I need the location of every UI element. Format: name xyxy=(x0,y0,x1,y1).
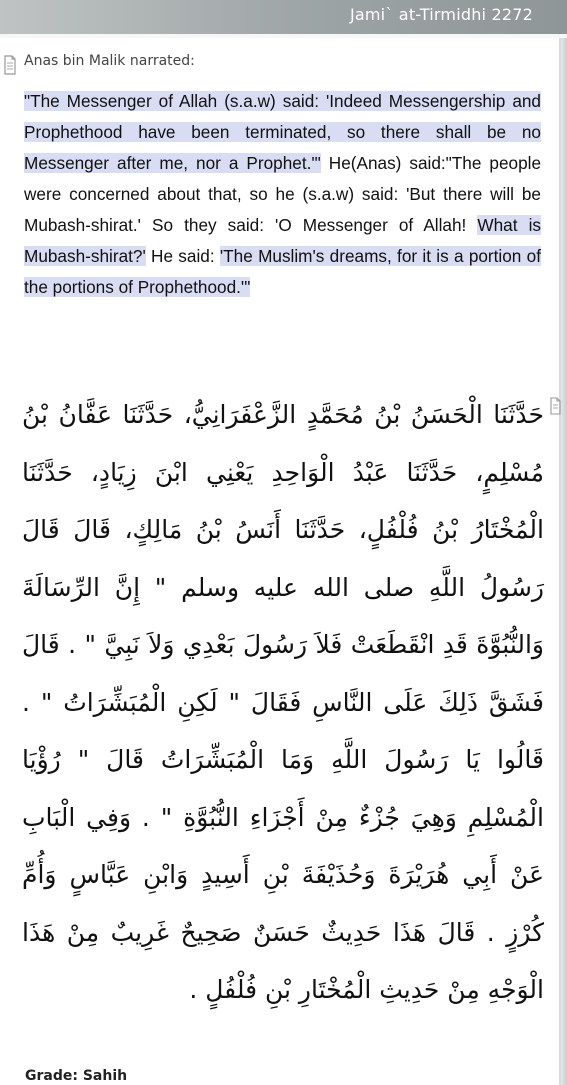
highlighted-text: "The Messenger of Allah (s.a.w) said: 'Indeed Messengership and Prophethood have been terminated, so there shall be no Messenger after me, nor a Prophet.'" xyxy=(24,91,541,173)
translation-text: He(Anas) said:"The people were concerned about that, so he (s.a.w) said: 'But there will be Mubash-shirat.' So they said: 'O Messenger of Allah! xyxy=(24,153,542,235)
scrollbar-track[interactable] xyxy=(561,38,567,1085)
highlighted-text: What is Mubash-shirat?' xyxy=(24,215,541,266)
header-bar xyxy=(0,0,567,34)
narrator-line: Anas bin Malik narrated: xyxy=(24,53,195,69)
document-icon[interactable] xyxy=(3,55,17,75)
document-icon[interactable] xyxy=(549,397,561,415)
hadith-reference-title: Jami` at-Tirmidhi 2272 xyxy=(349,5,533,24)
highlighted-text: 'The Muslim's dreams, for it is a portion of the portions of Prophethood.'" xyxy=(24,246,541,297)
grade-label: Grade: Sahih xyxy=(25,1068,128,1084)
arabic-text: حَدَّثَنَا الْحَسَنُ بْنُ مُحَمَّدٍ الزَّعْفَرَانِيُّ، حَدَّثَنَا عَفَّانُ بْنُ مُسْلِمٍ، حَدَّثَنَا عَبْدُ الْوَاحِدِ يَعْنِي ابْنَ زِيَادٍ، حَدَّثَنَا الْمُخْتَارُ بْنُ فُلْفُلٍ، حَدَّثَنَا أَنَسُ بْنُ مَالِكٍ، قَالَ قَالَ رَسُولُ اللَّهِ صلى الله عليه وسلم " إِنَّ الرِّسَالَةَ وَالنُّبُوَّةَ قَدِ انْقَطَعَتْ فَلاَ رَسُولَ بَعْدِي وَلاَ نَبِيَّ " . قَالَ فَشَقَّ ذَلِكَ عَلَى النَّاسِ فَقَالَ " لَكِنِ الْمُبَشِّرَاتُ " . قَالُوا يَا رَسُولَ اللَّهِ وَمَا الْمُبَشِّرَاتُ قَالَ " رُؤْيَا الْمُسْلِمِ وَهِيَ جُزْءٌ مِنْ أَجْزَاءِ النُّبُوَّةِ " . وَفِي الْبَابِ عَنْ أَبِي هُرَيْرَةَ وَحُذَيْفَةَ بْنِ أَسِيدٍ وَابْنِ عَبَّاسٍ وَأُمِّ كُرْزٍ . قَالَ هَذَا حَدِيثٌ حَسَنٌ صَحِيحٌ غَرِيبٌ مِنْ هَذَا الْوَجْهِ مِنْ حَدِيثِ الْمُخْتَارِ بْنِ فُلْفُلٍ . xyxy=(22,400,544,1004)
english-translation xyxy=(24,86,541,303)
translation-text: He said: xyxy=(145,246,220,266)
